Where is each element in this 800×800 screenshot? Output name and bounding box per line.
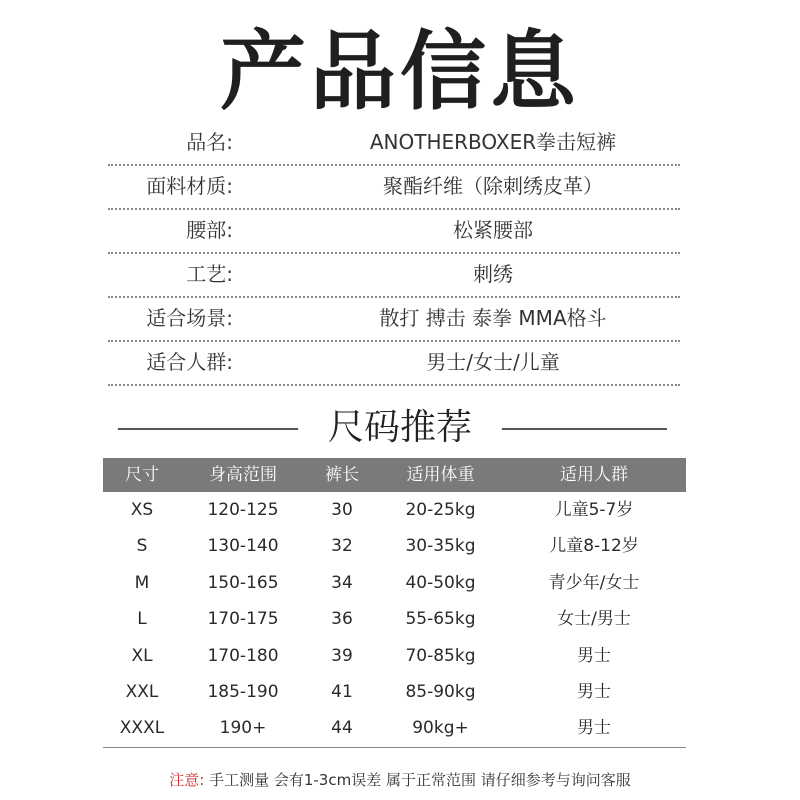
header-cell: 身高范围 [209,465,277,485]
table-cell: 男士 [577,681,611,702]
info-value: 刺绣 [473,262,513,286]
table-cell: M [134,572,150,593]
info-label: 品名: [186,130,233,154]
header-cell: 适用人群 [560,465,628,485]
info-row-material [108,164,680,210]
table-row [103,638,686,674]
table-row [103,710,686,746]
table-cell: 32 [331,536,353,557]
header-cell: 适用体重 [406,465,475,485]
size-section-header [0,400,800,456]
table-row [103,565,686,601]
info-row-product-name [108,120,680,166]
table-cell: 20-25kg [405,500,476,520]
info-row-scenario [108,296,680,342]
info-label: 适合场景: [146,306,233,330]
table-cell: 39 [331,645,353,666]
info-value: ANOTHERBOXER拳击短裤 [369,130,617,154]
info-label: 面料材质: [146,174,233,198]
size-table [103,458,686,748]
table-cell: XXL [125,681,159,702]
info-row-waist [108,208,680,254]
info-label: 腰部: [186,218,233,242]
table-cell: 30 [331,500,353,520]
size-table-header [103,458,686,492]
info-value: 聚酯纤维（除刺绣皮革） [383,174,603,198]
table-row [103,674,686,710]
table-cell: S [136,536,148,557]
table-cell: L [137,609,147,630]
table-cell: 36 [331,609,353,630]
table-cell: 85-90kg [405,681,476,702]
header-cell: 尺寸 [125,465,159,485]
info-row-craft [108,252,680,298]
info-value: 男士/女士/儿童 [426,350,560,374]
size-section-title: 尺码推荐 [327,407,472,448]
table-cell: 90kg+ [412,718,469,739]
table-cell: 女士/男士 [557,609,631,630]
table-cell: 34 [331,572,353,593]
page-title: 产品信息 [220,22,580,122]
table-cell: 185-190 [207,681,279,702]
measurement-note [0,766,800,794]
table-cell: 70-85kg [405,645,476,666]
info-row-audience [108,340,680,386]
table-cell: 44 [331,718,353,739]
table-cell: 儿童8-12岁 [549,536,639,557]
table-row [103,528,686,564]
table-cell: 30-35kg [405,536,476,557]
header-cell: 裤长 [325,465,359,485]
divider-left [118,428,298,430]
table-row [103,601,686,637]
divider-right [502,428,667,430]
table-cell: 儿童5-7岁 [554,500,634,520]
table-cell: XL [131,645,153,666]
table-cell: 55-65kg [405,609,476,630]
table-cell: 40-50kg [405,572,476,593]
info-label: 工艺: [186,262,233,286]
table-cell: 120-125 [207,500,279,520]
table-cell: 190+ [219,718,267,739]
table-cell: 170-180 [207,645,279,666]
table-cell: XS [130,500,154,520]
table-cell: 男士 [577,645,611,666]
info-value: 散打 搏击 泰拳 MMA格斗 [379,306,607,330]
table-cell: 150-165 [207,572,279,593]
table-cell: 男士 [577,718,611,739]
table-cell: 170-175 [207,609,279,630]
info-value: 松紧腰部 [453,218,533,242]
table-cell: 130-140 [207,536,279,557]
table-cell: XXXL [119,718,165,739]
note-text: 手工测量 会有1-3cm误差 属于正常范围 请仔细参考与询问客服 [204,771,631,789]
info-label: 适合人群: [146,350,233,374]
table-row [103,492,686,528]
table-cell: 青少年/女士 [548,572,640,593]
table-cell: 41 [331,681,353,702]
note-label: 注意: [169,771,205,789]
